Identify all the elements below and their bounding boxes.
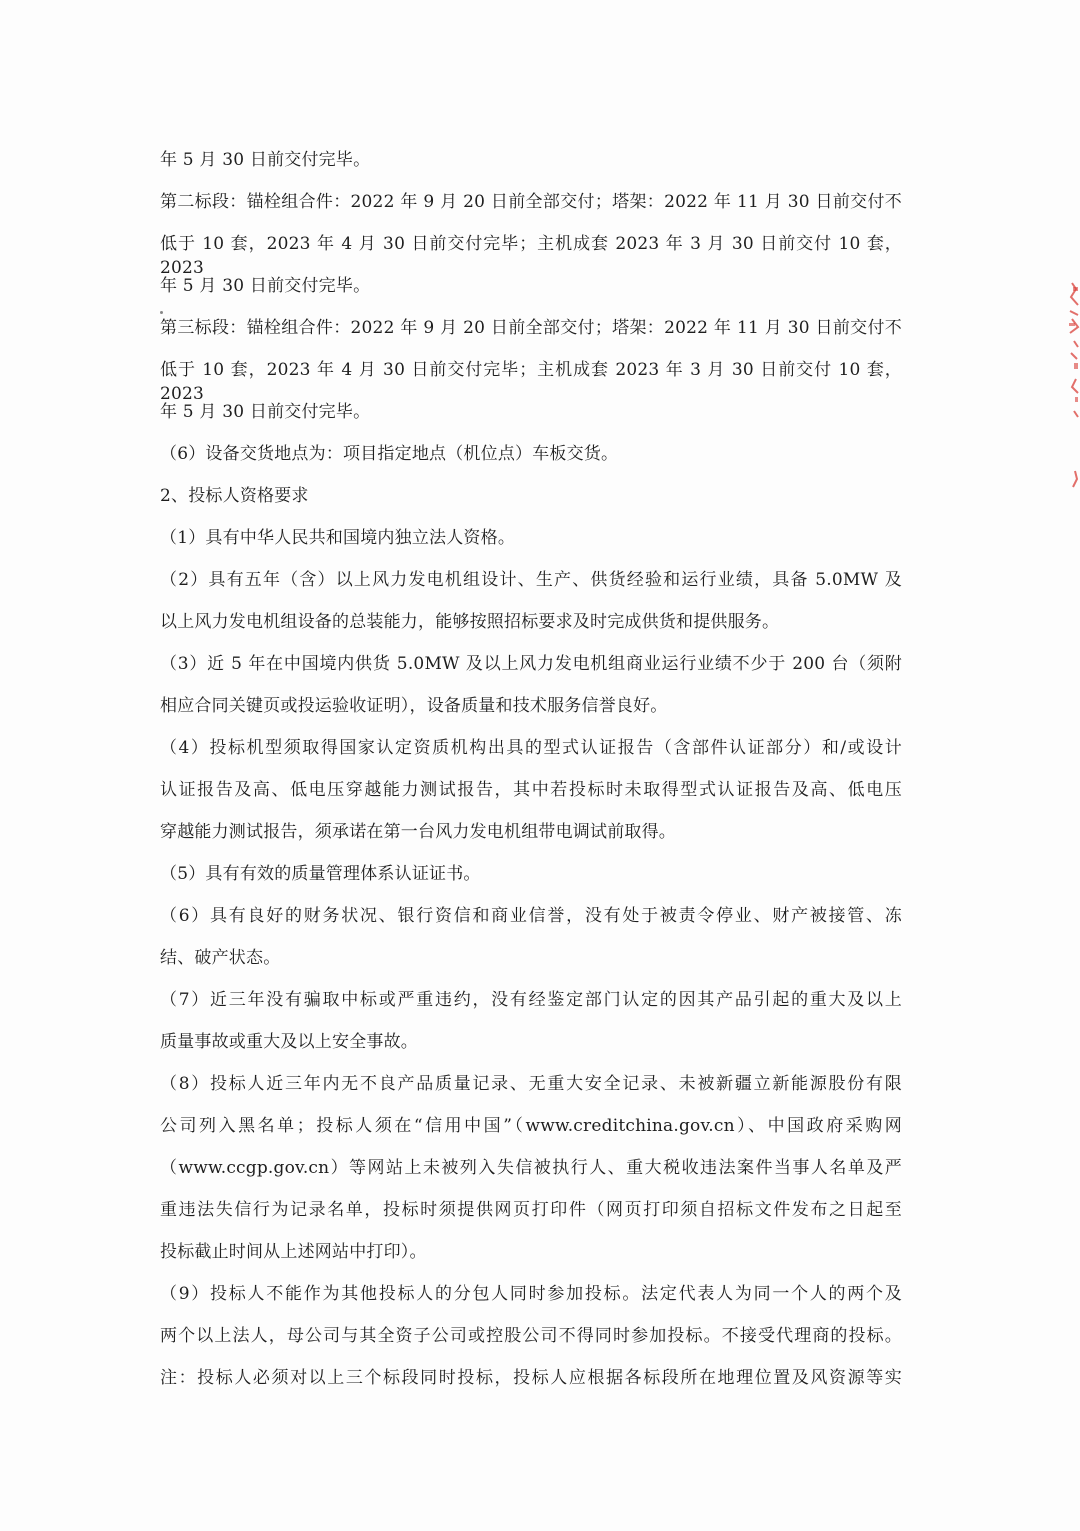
text-line-8: （6）设备交货地点为：项目指定地点（机位点）车板交货。 [160,444,619,464]
scan-speck [160,311,163,314]
text-line-11: （2）具有五年（含）以上风力发电机组设计、生产、供货经验和运行业绩，具备 5.0MW 及 [160,570,902,590]
text-line-20: 结、破产状态。 [160,948,281,968]
text-line-3: 低于 10 套，2023 年 4 月 30 日前交付完毕；主机成套 2023 年 3 月 30 日前交付 10 套，2023 [160,234,902,278]
text-line-15: （4）投标机型须取得国家认定资质机构出具的型式认证报告（含部件认证部分）和/或设计 [160,738,902,758]
text-line-14: 相应合同关键页或投运验收证明），设备质量和技术服务信誉良好。 [160,696,668,716]
text-line-19: （6）具有良好的财务状况、银行资信和商业信誉，没有处于被责令停业、财产被接管、冻 [160,906,902,926]
text-line-12: 以上风力发电机组设备的总装能力，能够按照招标要求及时完成供货和提供服务。 [160,612,780,632]
text-line-10: （1）具有中华人民共和国境内独立法人资格。 [160,528,516,548]
text-line-26: 重违法失信行为记录名单，投标时须提供网页打印件（网页打印须自招标文件发布之日起至 [160,1200,902,1220]
text-line-6: 低于 10 套，2023 年 4 月 30 日前交付完毕；主机成套 2023 年 3 月 30 日前交付 10 套，2023 [160,360,902,404]
seal-stamp-fragment [1054,275,1080,505]
text-line-13: （3）近 5 年在中国境内供货 5.0MW 及以上风力发电机组商业运行业绩不少于 200 台（须附 [160,654,902,674]
text-line-17: 穿越能力测试报告，须承诺在第一台风力发电机组带电调试前取得。 [160,822,676,842]
text-line-23: （8）投标人近三年内无不良产品质量记录、无重大安全记录、未被新疆立新能源股份有限 [160,1074,902,1094]
text-line-25: （www.ccgp.gov.cn）等网站上未被列入失信被执行人、重大税收违法案件当事人名单及严 [160,1158,902,1178]
text-line-28: （9）投标人不能作为其他投标人的分包人同时参加投标。法定代表人为同一个人的两个及 [160,1284,902,1304]
text-line-21: （7）近三年没有骗取中标或严重违约，没有经鉴定部门认定的因其产品引起的重大及以上 [160,990,902,1010]
text-line-24: 公司列入黑名单；投标人须在“信用中国”（www.creditchina.gov.cn）、中国政府采购网 [160,1116,902,1136]
text-line-2: 第二标段：锚栓组合件：2022 年 9 月 20 日前全部交付；塔架：2022 年 11 月 30 日前交付不 [160,192,902,212]
text-line-16: 认证报告及高、低电压穿越能力测试报告，其中若投标时未取得型式认证报告及高、低电压 [160,780,902,800]
text-line-27: 投标截止时间从上述网站中打印）。 [160,1242,427,1262]
text-line-18: （5）具有有效的质量管理体系认证证书。 [160,864,481,884]
text-line-7: 年 5 月 30 日前交付完毕。 [160,402,371,422]
text-line-30: 注：投标人必须对以上三个标段同时投标，投标人应根据各标段所在地理位置及风资源等实 [160,1368,902,1388]
text-line-29: 两个以上法人，母公司与其全资子公司或控股公司不得同时参加投标。不接受代理商的投标。 [160,1326,902,1346]
text-line-5: 第三标段：锚栓组合件：2022 年 9 月 20 日前全部交付；塔架：2022 年 11 月 30 日前交付不 [160,318,902,338]
section-heading-bidder-requirements: 2、投标人资格要求 [160,486,309,506]
text-line-1: 年 5 月 30 日前交付完毕。 [160,150,371,170]
text-line-22: 质量事故或重大及以上安全事故。 [160,1032,418,1052]
text-line-4: 年 5 月 30 日前交付完毕。 [160,276,371,296]
